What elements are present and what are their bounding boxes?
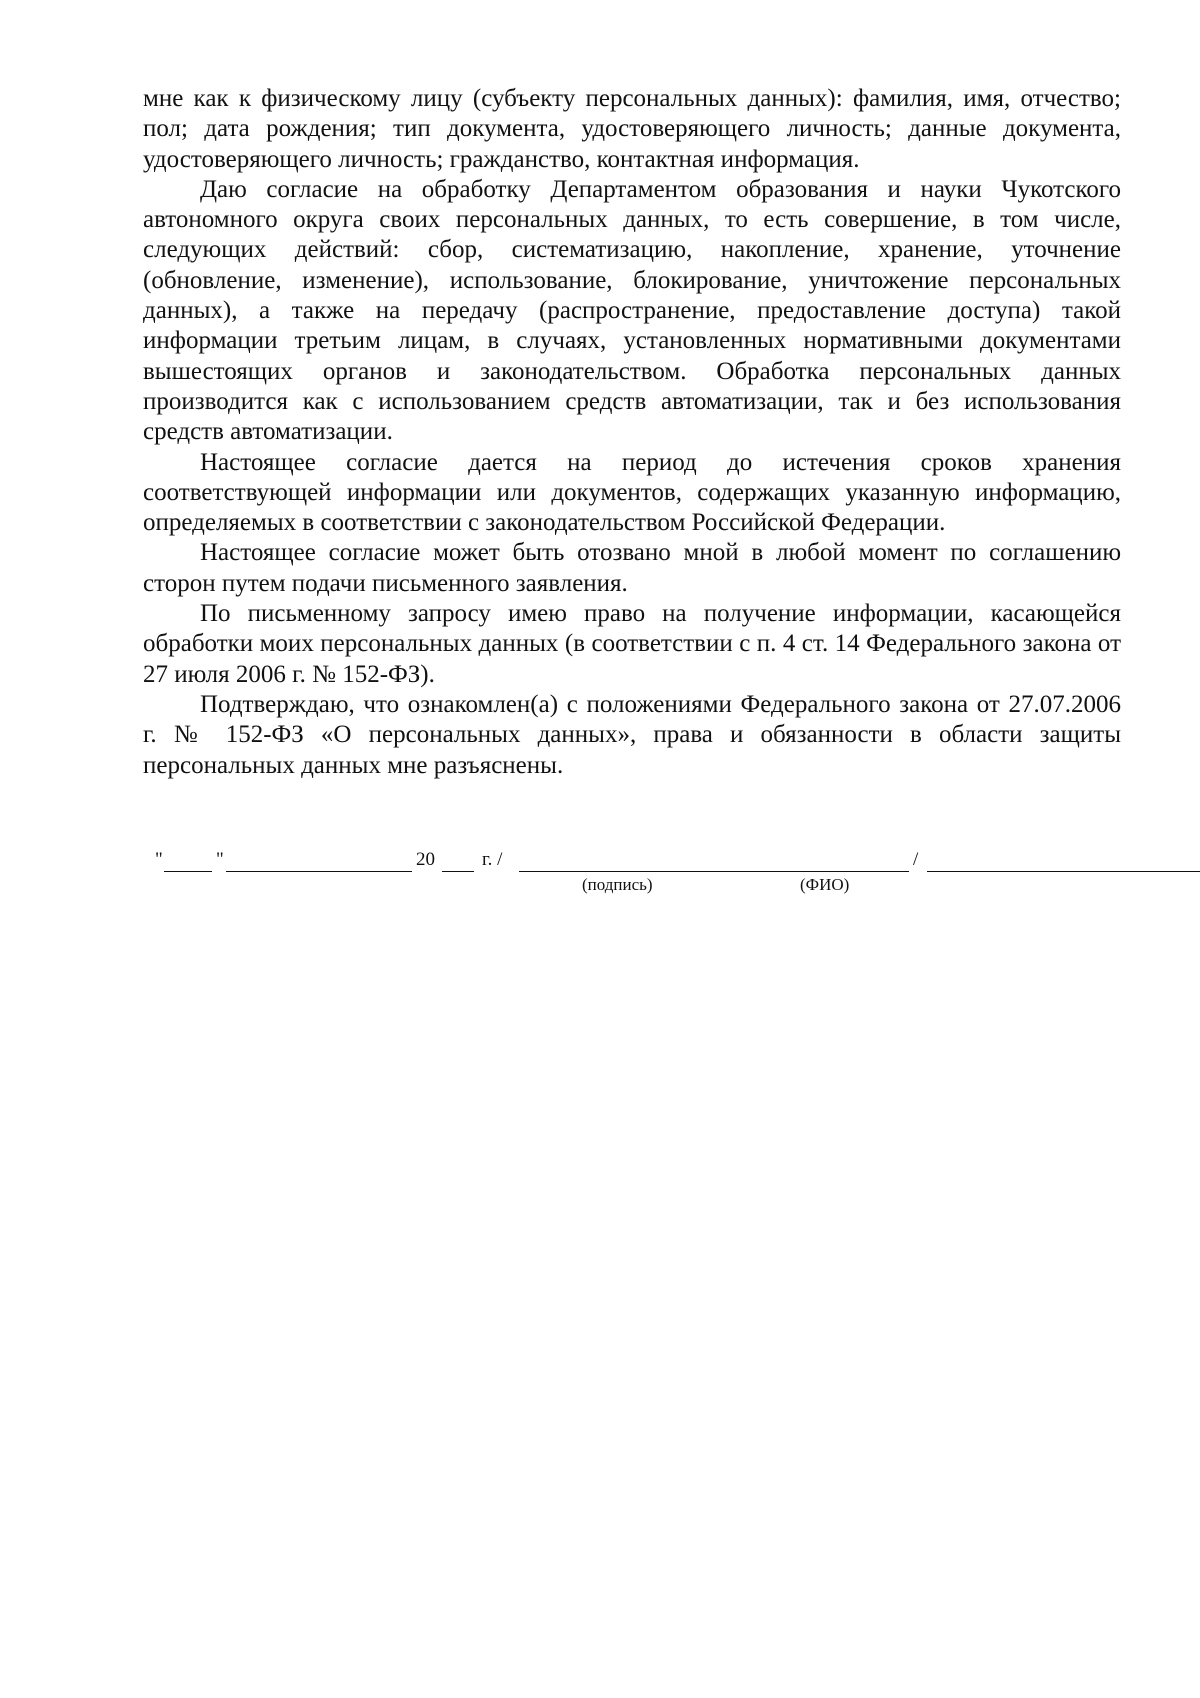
document-body	[143, 84, 1121, 781]
paragraph-personal-data-list: мне как к физическому лицу (субъекту персональных данных): фамилия, имя, отчество; пол; дата рождения; тип документа, удостоверяющего личность; данные документа, удостоверяющего личность; гражданство, контактная информация.	[143, 85, 1121, 173]
date-quote-close: "	[216, 849, 224, 870]
year-prefix: 20	[416, 849, 435, 870]
paragraph-consent-processing: Даю согласие на обработку Департаментом образования и науки Чукотского автономного округа своих персональных данных, то есть совершение, в том числе, следующих действий: сбор, систематизацию, накопление, хранение, уточнение (обновление, изменение), использование, блокирование, уничтожение персональных данных), а также на передачу (распространение, предоставление доступа) такой информации третьим лицам, в случаях, установленных нормативными документами вышестоящих органов и законодательством. Обработка персональных данных производится как с использованием средств автоматизации, так и без использования средств автоматизации.	[143, 175, 1121, 446]
paragraph-consent-period: Настоящее согласие дается на период до истечения сроков хранения соответствующей информации или документов, содержащих указанную информацию, определяемых в соответствии с законодательством Российской Федерации.	[143, 448, 1121, 537]
signature-field[interactable]	[519, 871, 909, 872]
signature-caption: (подпись)	[582, 875, 653, 894]
paragraph-information-request: По письменному запросу имею право на получение информации, касающейся обработки моих персональных данных (в соответствии с п. 4 ст. 14 Федерального закона от 27 июля 2006 г. № 152-ФЗ).	[143, 600, 1121, 688]
signature-separator: /	[913, 849, 919, 870]
full-name-field[interactable]	[927, 871, 1200, 872]
paragraph-consent-revocation: Настоящее согласие может быть отозвано мной в любой момент по соглашению сторон путем подачи письменного заявления.	[143, 539, 1121, 597]
date-quote-open: "	[155, 849, 163, 870]
day-field[interactable]	[164, 871, 212, 872]
full-name-caption: (ФИО)	[800, 875, 850, 894]
paragraph-acknowledgement: Подтверждаю, что ознакомлен(а) с положениями Федерального закона от 27.07.2006 г. № 152-ФЗ «О персональных данных», права и обязанности в области защиты персональных данных мне разъяснены.	[143, 690, 1121, 779]
year-field[interactable]	[442, 871, 474, 872]
month-field[interactable]	[226, 871, 412, 872]
year-suffix: г. /	[482, 849, 503, 870]
